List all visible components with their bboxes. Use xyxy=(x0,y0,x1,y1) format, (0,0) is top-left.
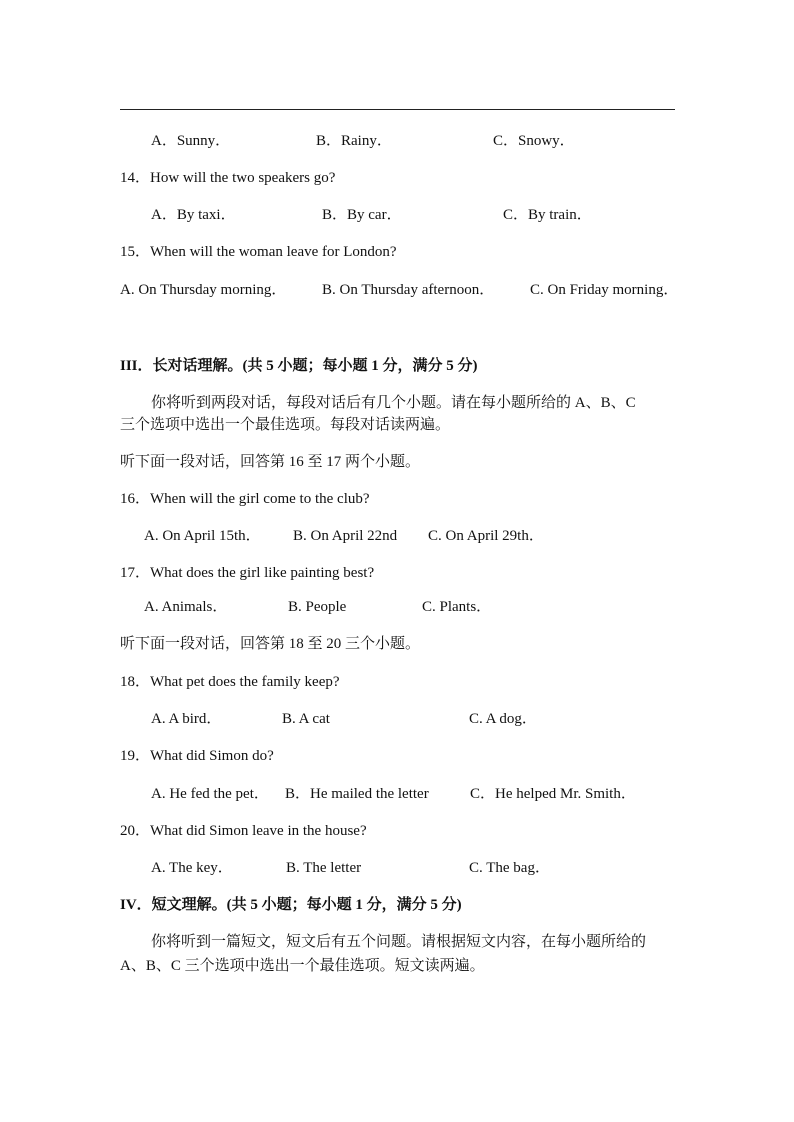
q16-option-a: A. On April 15th． xyxy=(144,528,261,544)
q20-option-a: A. The key． xyxy=(151,860,233,876)
dialogue-1-intro: 听下面一段对话，回答第 16 至 17 两个小题。 xyxy=(120,454,421,470)
q18-question: 18．What pet does the family keep? xyxy=(120,674,340,690)
section-3-heading: III．长对话理解。(共 5 小题；每小题 1 分，满分 5 分) xyxy=(120,358,478,374)
q17-question: 17．What does the girl like painting best? xyxy=(120,565,375,581)
section-3-instruction-line-2: 三个选项中选出一个最佳选项。每段对话读两遍。 xyxy=(120,417,451,433)
q18-option-a: A. A bird． xyxy=(151,711,222,727)
q20-option-c: C. The bag． xyxy=(469,860,550,876)
q17-option-b: B. People xyxy=(288,599,347,615)
q18-option-b: B. A cat xyxy=(282,711,330,727)
q15-question: 15．When will the woman leave for London? xyxy=(120,244,397,260)
q13-option-b: B．Rainy． xyxy=(316,133,392,149)
section-4-instruction-line-2: A、B、C 三个选项中选出一个最佳选项。短文读两遍。 xyxy=(120,958,485,974)
q19-question: 19．What did Simon do? xyxy=(120,748,274,764)
q15-option-b: B. On Thursday afternoon． xyxy=(322,282,495,298)
q16-question: 16．When will the girl come to the club? xyxy=(120,491,370,507)
q14-question: 14．How will the two speakers go? xyxy=(120,170,336,186)
q16-option-b: B. On April 22nd xyxy=(293,528,398,544)
q19-option-b: B．He mailed the letter xyxy=(285,786,429,802)
q20-question: 20．What did Simon leave in the house? xyxy=(120,823,367,839)
section-4-instruction-line-1: 你将听到一篇短文，短文后有五个问题。请根据短文内容，在每小题所给的 xyxy=(151,934,647,950)
q15-option-a: A. On Thursday morning． xyxy=(120,282,287,298)
q14-option-a: A．By taxi． xyxy=(151,207,236,223)
q16-option-c: C. On April 29th． xyxy=(428,528,544,544)
q17-option-c: C. Plants． xyxy=(422,599,492,615)
header-rule xyxy=(120,109,675,110)
section-4-heading: IV．短文理解。(共 5 小题；每小题 1 分，满分 5 分) xyxy=(120,897,462,913)
q19-option-a: A. He fed the pet． xyxy=(151,786,269,802)
section-3-instruction-line-1: 你将听到两段对话，每段对话后有几个小题。请在每小题所给的 A、B、C xyxy=(151,395,636,411)
q18-option-c: C. A dog． xyxy=(469,711,537,727)
q14-option-b: B．By car． xyxy=(322,207,402,223)
q14-option-c: C．By train． xyxy=(503,207,592,223)
q20-option-b: B. The letter xyxy=(286,860,362,876)
q13-option-c: C．Snowy． xyxy=(493,133,575,149)
q17-option-a: A. Animals． xyxy=(144,599,228,615)
q13-option-a: A．Sunny． xyxy=(151,133,231,149)
q15-option-c: C. On Friday morning． xyxy=(530,282,679,298)
q19-option-c: C．He helped Mr. Smith． xyxy=(470,786,636,802)
dialogue-2-intro: 听下面一段对话，回答第 18 至 20 三个小题。 xyxy=(120,636,421,652)
